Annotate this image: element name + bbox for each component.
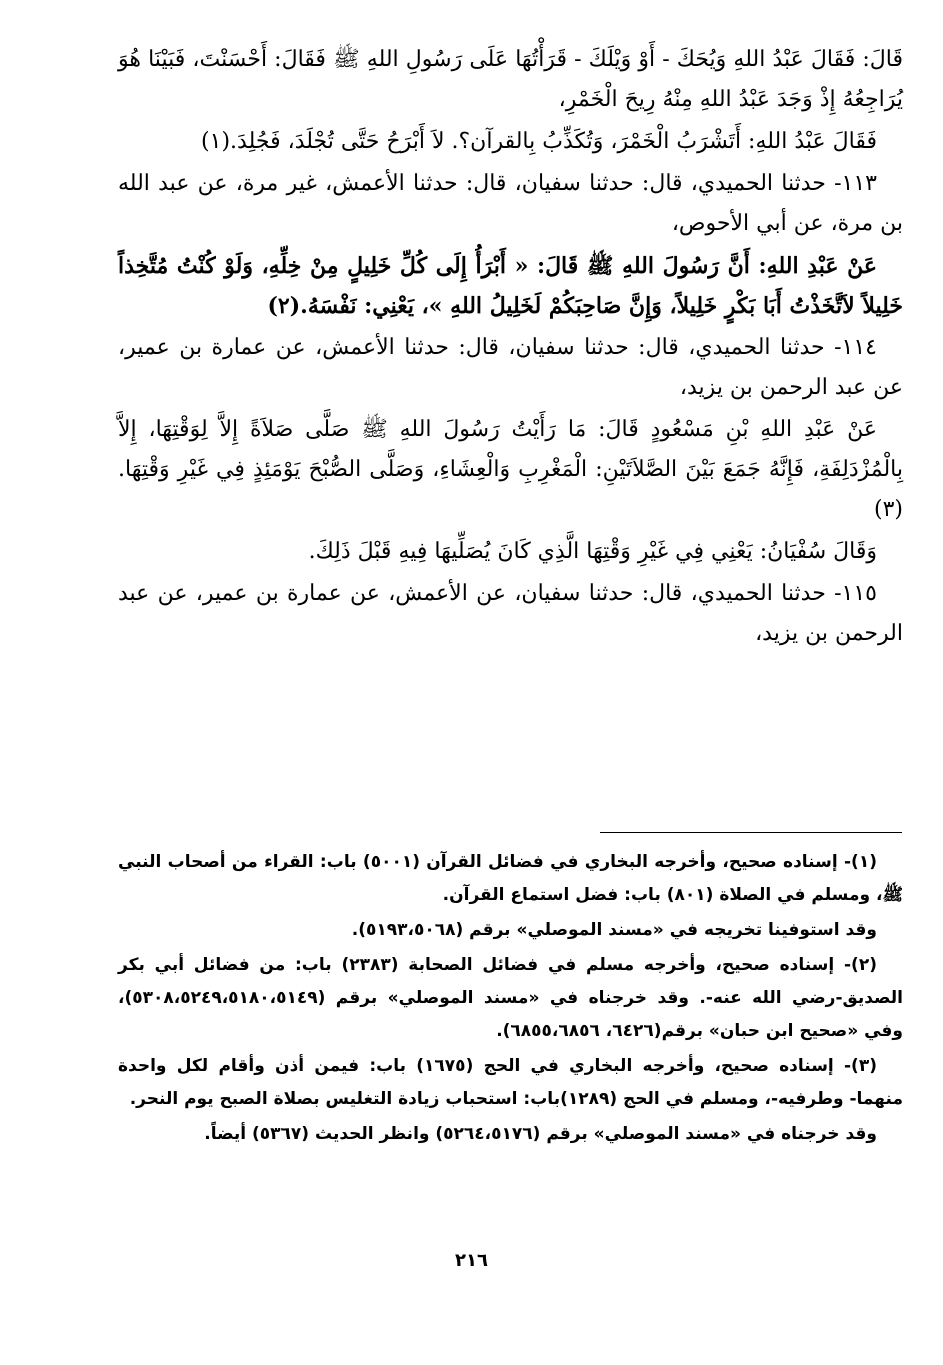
sufyan-comment: وَقَالَ سُفْيَانُ: يَعْنِي فِي غَيْرِ وَقْتِهَا الَّذِي كَانَ يُصَلِّيهَا فِيهِ قَبْلَ ذَلِكَ. <box>308 539 877 564</box>
footnote-3-continued: وقد خرجناه في «مسند الموصلي» برقم (٥٢٦٤،٥١٧٦) وانظر الحديث (٥٣٦٧) أيضاً. <box>204 1124 877 1144</box>
footnote-2: (٢)- إسناده صحيح، وأخرجه مسلم في فضائل الصحابة (٢٣٨٣) باب: من فضائل أبي بكر الصديق-رضي الله عنه-. وقد خرجناه في «مسند الموصلي» برقم (٥٣٠٨،٥٢٤٩،٥١٨٠،٥١٤٩)، وفي «صحيح ابن حبان» برقم(٦٤٢٦، ٦٨٥٥،٦٨٥٦). <box>118 955 903 1041</box>
paragraph-2: فَقَالَ عَبْدُ اللهِ: أَتَشْرَبُ الْخَمْرَ، وَتُكَذِّبُ بِالقرآن؟. لاَ أَبْرَحُ حَتَّى تُجْلَدَ، فَجُلِدَ.(١) <box>201 129 877 154</box>
paragraph-1: قَالَ: فَقَالَ عَبْدُ اللهِ وَيُحَكَ - أَوْ وَيْلَكَ - قَرَأْتُهَا عَلَى رَسُولِ اللهِ ﷺ فَقَالَ: أَحْسَنْتَ، فَبَيْنَا هُوَ يُرَاجِعُهُ إِذْ وَجَدَ عَبْدُ اللهِ مِنْهُ رِيحَ الْخَمْرِ، <box>118 47 903 112</box>
footnote-1: (١)- إسناده صحيح، وأخرجه البخاري في فضائل القرآن (٥٠٠١) باب: القراء من أصحاب النبي ﷺ، ومسلم في الصلاة (٨٠١) باب: فضل استماع القرآن. <box>118 852 903 905</box>
main-text <box>118 40 903 654</box>
footnote-1-continued: وقد استوفينا تخريجه في «مسند الموصلي» برقم (٥١٩٣،٥٠٦٨). <box>351 920 877 940</box>
footnote-separator <box>600 832 902 833</box>
footnote-3: (٣)- إسناده صحيح، وأخرجه البخاري في الحج (١٦٧٥) باب: فيمن أذن وأقام لكل واحدة منهما- وطرفيه-، ومسلم في الحج (١٢٨٩)باب: استحباب زيادة التغليس بصلاة الصبح يوم النحر. <box>118 1056 903 1109</box>
page-number: ٢١٦ <box>455 1250 488 1271</box>
hadith-114-matn: عَنْ عَبْدِ اللهِ بْنِ مَسْعُودٍ قَالَ: مَا رَأَيْتُ رَسُولَ اللهِ ﷺ صَلَّى صَلاَةً إِلاَّ لِوَقْتِهَا، إِلاَّ بِالْمُزْدَلِفَةِ، فَإِنَّهُ جَمَعَ بَيْنَ الصَّلاَتَيْنِ: الْمَغْرِبِ وَالْعِشَاءِ، وَصَلَّى الصُّبْحَ يَوْمَئِذٍ فِي غَيْرِ وَقْتِهَا.(٣) <box>118 417 903 522</box>
hadith-114-isnad: ١١٤- حدثنا الحميدي، قال: حدثنا سفيان، قال: حدثنا الأعمش، عن عمارة بن عمير، عن عبد الرحمن بن يزيد، <box>118 335 903 400</box>
footnotes <box>118 846 903 1151</box>
hadith-113-isnad: ١١٣- حدثنا الحميدي، قال: حدثنا سفيان، قال: حدثنا الأعمش، غير مرة، عن عبد الله بن مرة، عن أبي الأحوص، <box>118 171 903 236</box>
hadith-113-matn: عَنْ عَبْدِ اللهِ: أَنَّ رَسُولَ اللهِ ﷺ قَالَ: « أَبْرَأُ إِلَى كُلِّ خَلِيلٍ مِنْ خِلِّهِ، وَلَوْ كُنْتُ مُتَّخِذاً خَلِيلاً لاَتَّخَذْتُ أَبَا بَكْرٍ خَلِيلاً، وَإِنَّ صَاحِبَكُمْ لَخَلِيلُ اللهِ »، يَعْنِي: نَفْسَهُ.(٢) <box>118 253 903 319</box>
hadith-115-isnad: ١١٥- حدثنا الحميدي، قال: حدثنا سفيان، عن الأعمش، عن عمارة بن عمير، عن عبد الرحمن بن يزيد، <box>118 581 903 646</box>
